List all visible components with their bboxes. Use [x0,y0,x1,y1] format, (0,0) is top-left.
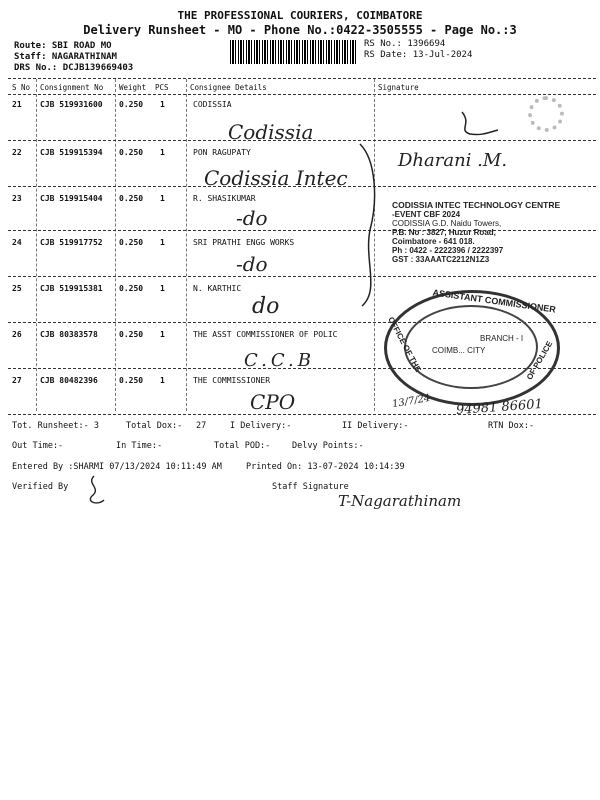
row-sno: 21 [12,100,22,109]
row-pcs: 1 [160,238,165,247]
total-dox-label: Total Dox:- [126,421,183,431]
col-header-weight: Weight [119,83,147,92]
row-consignee: THE ASST COMMISSIONER OF POLIC [193,330,338,339]
row-pcs: 1 [160,148,165,157]
row-weight: 0.250 [119,148,144,157]
route: Route: SBI ROAD MO [14,41,112,51]
row-sno: 25 [12,284,22,293]
handwritten-receiver: Codissia Intec [204,166,348,190]
staff-signature-label: Staff Signature [272,482,349,492]
gear-stamp-icon [528,96,564,132]
barcode [230,40,356,64]
row-divider [8,276,596,277]
row-consignment: CJB 519917752 [40,238,103,247]
rs-date: RS Date: 13-Jul-2024 [364,50,473,60]
row-consignee: SRI PRATHI ENGG WORKS [193,238,295,247]
row-consignment: CJB 519915381 [40,284,103,293]
col-header-consignee: Consignee Details [190,83,267,92]
handwritten-phone: 94981 86601 [455,396,544,419]
stamp-line: Coimbatore - 641 018. [392,237,475,246]
in-time: In Time:- [116,441,163,451]
staff-signature-hand: T-Nagarathinam [338,492,462,510]
handwritten-date: 13/7/24 [391,392,432,411]
row-consignment: CJB 80482396 [40,376,98,385]
row-consignment: CJB 519931600 [40,100,103,109]
drs-number: DRS No.: DCJB139669403 [14,63,134,73]
row-pcs: 1 [160,284,165,293]
stamp-line: Ph : 0422 - 2222396 / 2222397 [392,246,504,255]
out-time: Out Time:- [12,441,64,451]
row-divider [8,186,596,187]
row-pcs: 1 [160,194,165,203]
printed-on: Printed On: 13-07-2024 10:14:39 [246,462,405,472]
row-pcs: 1 [160,376,165,385]
row-weight: 0.250 [119,330,144,339]
stamp-line: CODISSIA INTEC TECHNOLOGY CENTRE [392,200,561,210]
row-consignee: PON RAGUPATY [193,148,251,157]
handwritten-receiver: do [252,294,280,319]
row-consignee: R. SHASIKUMAR [193,194,256,203]
seal-right-text: OF POLICE [524,339,555,382]
col-divider [36,79,37,411]
row-weight: 0.250 [119,100,144,109]
handwritten-receiver: C.C.B [244,350,315,371]
row-consignee: CODISSIA [193,100,232,109]
stamp-line: CODISSIA G.D. Naidu Towers, [392,219,502,228]
row-consignment: CJB 519915404 [40,194,103,203]
rs-number: RS No.: 1396694 [364,39,446,49]
col-divider [115,79,116,411]
seal-mid-text: BRANCH - I [480,334,524,343]
seal-top-text: ASSISTANT COMMISSIONER [431,287,557,315]
row-consignment: CJB 80383578 [40,330,98,339]
table-top-rule [8,78,596,79]
seal-mid-text: COIMB... CITY [432,346,486,355]
row-weight: 0.250 [119,376,144,385]
stamp-line: -EVENT CBF 2024 [392,210,461,219]
stamp-line: GST : 33AAATC2212N1Z3 [392,255,490,264]
handwritten-receiver: -do [236,206,268,230]
verified-by: Verified By [12,482,69,492]
row-sno: 24 [12,238,22,247]
row-weight: 0.250 [119,194,144,203]
row-weight: 0.250 [119,284,144,293]
row-pcs: 1 [160,100,165,109]
row-consignee: N. KARTHIC [193,284,242,293]
row-sno: 26 [12,330,22,339]
row-sno: 22 [12,148,22,157]
row-weight: 0.250 [119,238,144,247]
row-sno: 27 [12,376,22,385]
col-header-sno: S No [12,83,31,92]
row-consignment: CJB 519915394 [40,148,103,157]
scribble-signature [452,104,502,140]
col-header-consignment: Consignment No [40,83,104,92]
col-header-signature: Signature [378,83,419,92]
stamp-line: P.B. No : 3827, Huzur Road, [392,228,496,237]
rtn-dox: RTN Dox:- [488,421,535,431]
handwritten-receiver: CPO [250,390,296,414]
tot-runsheet: Tot. Runsheet:- 3 [12,421,99,431]
handwritten-receiver: Codissia [228,120,314,144]
table-header-rule [8,94,596,95]
company-stamp [392,200,592,264]
row-divider [8,140,596,141]
total-dox-value: 27 [196,421,207,431]
total-pod: Total POD:- [214,441,271,451]
runsheet-title: Delivery Runsheet - MO - Phone No.:0422-3505555 - Page No.:3 [83,23,517,37]
brace-mark [356,140,386,310]
col-divider [186,79,187,411]
i-delivery: I Delivery:- [230,421,292,431]
row-pcs: 1 [160,330,165,339]
verifier-signature [84,474,108,508]
col-header-pcs: PCS [155,83,169,92]
staff: Staff: NAGARATHINAM [14,52,117,62]
entered-by: Entered By :SHARMI 07/13/2024 10:11:49 AM [12,462,222,472]
row-consignee: THE COMMISSIONER [193,376,271,385]
signature-dharani: Dharani .M. [398,150,508,171]
company-name: THE PROFESSIONAL COURIERS, COIMBATORE [177,9,423,22]
ii-delivery: II Delivery:- [342,421,409,431]
row-sno: 23 [12,194,22,203]
handwritten-receiver: -do [236,252,268,276]
seal-left-text: OFFICE OF THE [386,315,423,374]
delvy-points: Delvy Points:- [292,441,364,451]
